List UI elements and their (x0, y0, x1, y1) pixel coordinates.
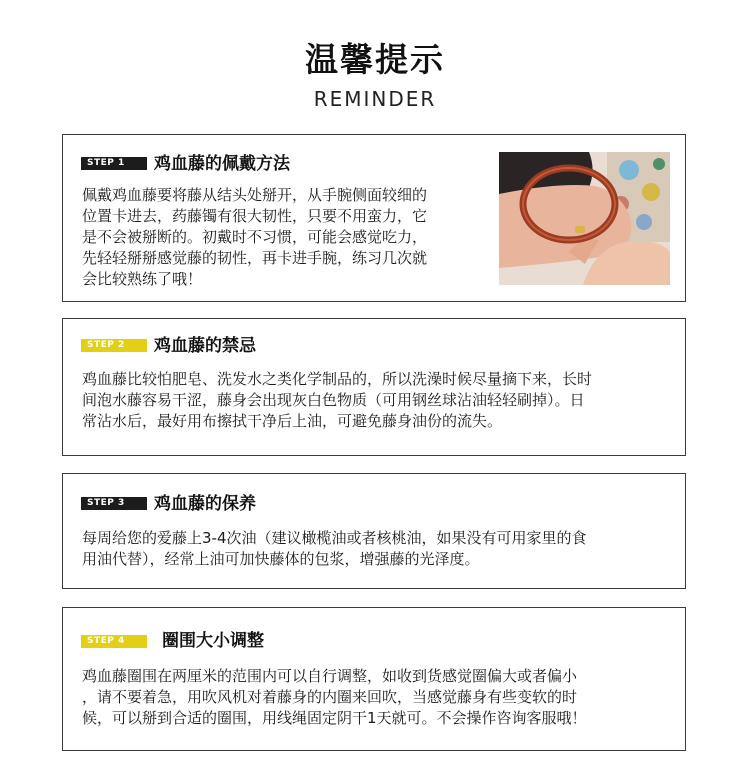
card-heading: 鸡血藤的佩戴方法 (154, 154, 290, 174)
card-heading: 鸡血藤的保养 (154, 494, 256, 514)
reminder-card-4 (62, 607, 686, 751)
step-badge: STEP 2 (81, 339, 147, 352)
body-line: ，请不要着急，用吹风机对着藤身的内圈来回吹，当感觉藤身有些变软的时 (82, 688, 578, 706)
body-line: 会比较熟练了哦！ (82, 270, 203, 288)
body-line: 鸡血藤圈围在两厘米的范围内可以自行调整，如收到货感觉圈偏大或者偏小 (82, 667, 578, 685)
body-line: 每周给您的爱藤上3-4次油（建议橄榄油或者核桃油，如果没有可用家里的食 (82, 529, 587, 547)
step-badge: STEP 4 (81, 635, 147, 648)
body-line: 位置卡进去，药藤镯有很大韧性，只要不用蛮力，它 (82, 207, 428, 225)
body-line: 间泡水藤容易干涩，藤身会出现灰白色物质（可用钢丝球沾油轻轻刷掉）。日 (82, 391, 585, 409)
card-body (82, 185, 492, 290)
body-line: 先轻轻掰掰感觉藤的韧性，再卡进手腕，练习几次就 (82, 249, 428, 267)
body-line: 常沾水后，最好用布擦拭干净后上油，可避免藤身油份的流失。 (82, 412, 503, 430)
page-title: 温馨提示 (305, 40, 445, 79)
step-badge: STEP 3 (81, 497, 147, 510)
reminder-card-1 (62, 134, 686, 302)
reminder-card-3 (62, 473, 686, 589)
step-badge: STEP 1 (81, 157, 147, 170)
body-line: 候，可以掰到合适的圈围，用线绳固定阴干1天就可。不会操作咨询客服哦！ (82, 709, 587, 727)
body-line: 佩戴鸡血藤要将藤从结头处掰开，从手腕侧面较细的 (82, 186, 428, 204)
card-heading: 圈围大小调整 (162, 631, 264, 651)
body-line: 是不会被掰断的。初戴时不习惯，可能会感觉吃力， (82, 228, 428, 246)
body-line: 用油代替），经常上油可加快藤体的包浆，增强藤的光泽度。 (82, 550, 480, 568)
page-header (0, 38, 750, 112)
reminder-card-2 (62, 318, 686, 456)
card-body (82, 666, 678, 729)
card-heading: 鸡血藤的禁忌 (154, 336, 256, 356)
body-line: 鸡血藤比较怕肥皂、洗发水之类化学制品的，所以洗澡时候尽量摘下来，长时 (82, 370, 593, 388)
page-subtitle: REMINDER (313, 87, 437, 111)
card-body (82, 369, 678, 432)
card-body (82, 528, 678, 570)
bracelet-photo (499, 152, 670, 285)
